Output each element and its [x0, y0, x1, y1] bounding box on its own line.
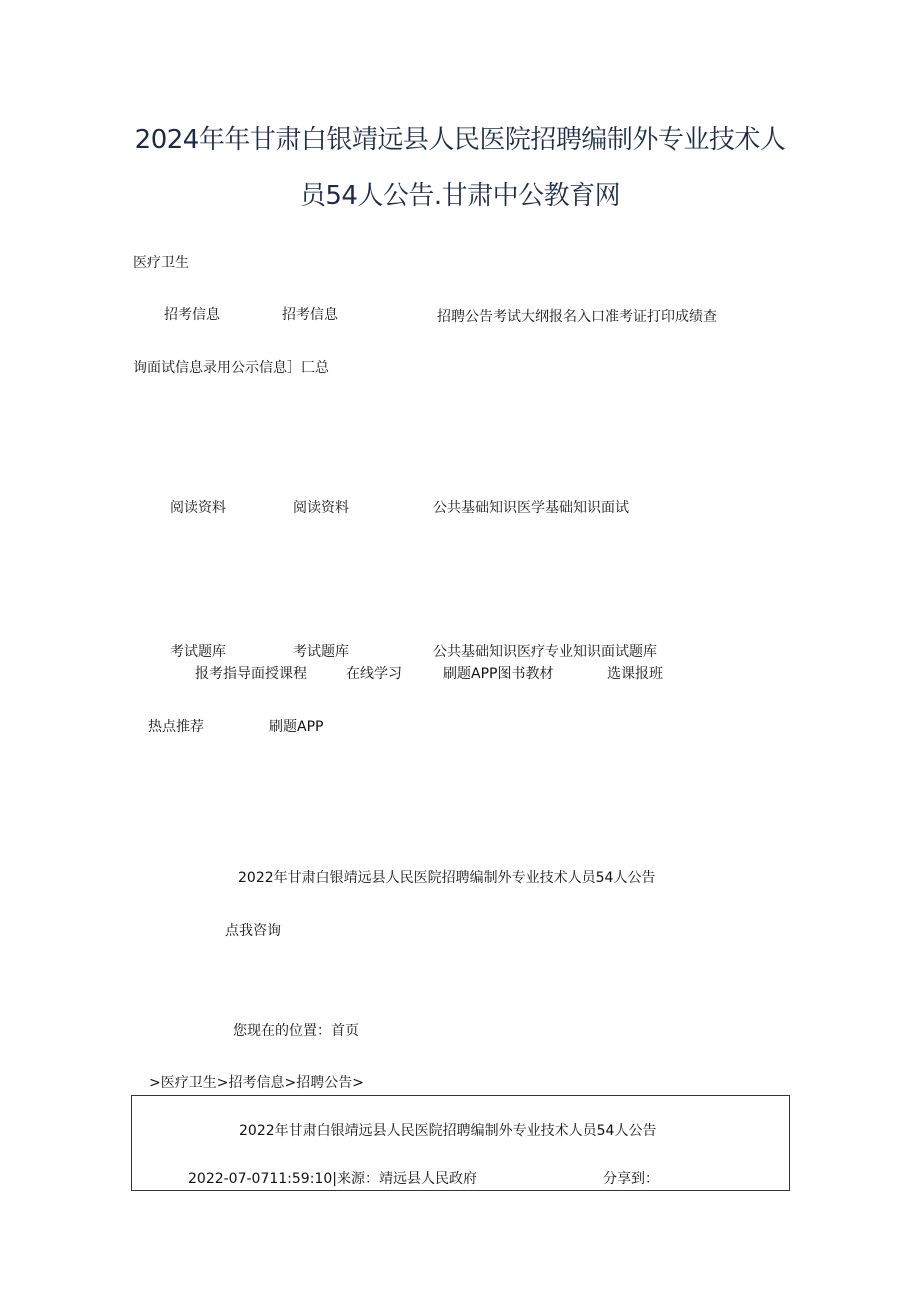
- page-title: [60, 112, 860, 224]
- article-meta: 2022-07-0711:59:10|来源：靖远县人民政府: [188, 1171, 477, 1187]
- hot-app-link[interactable]: 刷题APP: [269, 719, 324, 735]
- nav-reading-2[interactable]: 阅读资料: [293, 500, 349, 516]
- nav-enroll[interactable]: 选课报班: [607, 666, 663, 682]
- nav-tiku-1[interactable]: 考试题库: [170, 644, 226, 660]
- hot-recommend-label: 热点推荐: [148, 719, 204, 735]
- nav-reading-1[interactable]: 阅读资料: [170, 500, 226, 516]
- nav-zhaokao-2[interactable]: 招考信息: [282, 307, 338, 323]
- nav-reading-links[interactable]: 公共基础知识医学基础知识面试: [433, 500, 629, 516]
- location-label: 您现在的位置：首页: [233, 1023, 359, 1039]
- nav-zhaokao-links[interactable]: 招聘公告考试大纲报名入口准考证打印成绩查: [437, 309, 717, 325]
- consult-button[interactable]: 点我咨询: [225, 923, 281, 939]
- nav-app-books[interactable]: 刷题APP图书教材: [443, 666, 554, 682]
- title-line-1: 2024年年甘肃白银靖远县人民医院招聘编制外专业技术人: [134, 125, 786, 155]
- nav-zhaokao-1[interactable]: 招考信息: [164, 307, 220, 323]
- headline-link[interactable]: 2022年甘肃白银靖远县人民医院招聘编制外专业技术人员54人公告: [238, 870, 656, 886]
- nav-tiku-2[interactable]: 考试题库: [293, 644, 349, 660]
- article-title: 2022年甘肃白银靖远县人民医院招聘编制外专业技术人员54人公告: [239, 1123, 657, 1139]
- nav-guide-courses[interactable]: 报考指导面授课程: [195, 666, 307, 682]
- nav-tiku-links[interactable]: 公共基础知识医疗专业知识面试题库: [433, 644, 657, 660]
- title-line-2: 员54人公告.甘肃中公教育网: [299, 181, 621, 211]
- breadcrumb[interactable]: >医疗卫生>招考信息>招聘公告>: [149, 1075, 364, 1091]
- article-header-box: [131, 1095, 790, 1191]
- share-label: 分享到：: [603, 1171, 659, 1187]
- category-label[interactable]: 医疗卫生: [133, 255, 189, 271]
- nav-online-study[interactable]: 在线学习: [346, 666, 402, 682]
- nav-zhaokao-links-cont[interactable]: 询面试信息录用公示信息］匚总: [133, 360, 329, 376]
